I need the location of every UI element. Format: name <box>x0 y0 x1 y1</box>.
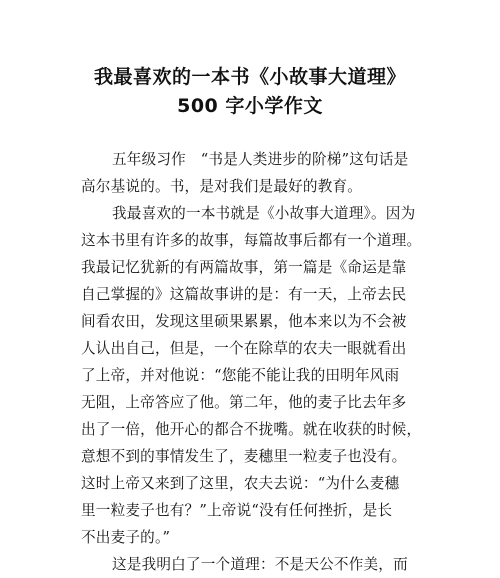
essay-line: 五年级习作 “书是人类进步的阶梯”这句话是 <box>112 151 409 168</box>
essay-line: 了上帝，并对他说：“您能不能让我的田明年风雨 <box>81 367 400 384</box>
essay-line: 我最喜欢的一本书就是《小故事大道理》。因为 <box>112 205 416 222</box>
essay-line: 这时上帝又来到了这里，农夫去说：“为什么麦穗 <box>81 475 400 492</box>
essay-line: 无阻，上帝答应了他。第二年，他的麦子比去年多 <box>81 394 407 411</box>
essay-line: 间看农田，发现这里硕果累累，他本来以为不会被 <box>81 313 407 330</box>
essay-line: 出了一倍，他开心的都合不拢嘴。就在收获的时候， <box>81 421 421 438</box>
essay-line: 这是我明白了一个道理：不是天公不作美，而 <box>112 556 408 573</box>
essay-line: 这本书里有许多的故事，每篇故事后都有一个道理。 <box>81 232 421 249</box>
document-subtitle: 500 字小学作文 <box>177 95 323 117</box>
essay-line: 不出麦子的。” <box>81 529 171 546</box>
essay-line: 里一粒麦子也有？”上帝说“没有任何挫折，是长 <box>81 502 393 519</box>
essay-line: 自己掌握的》这篇故事讲的是：有一天，上帝去民 <box>81 286 407 303</box>
essay-line: 我最记忆犹新的有两篇故事，第一篇是《命运是靠 <box>81 259 407 276</box>
essay-line: 高尔基说的。书，是对我们是最好的教育。 <box>81 178 363 195</box>
essay-body <box>81 146 421 578</box>
document-title: 我最喜欢的一本书《小故事大道理》 <box>93 66 406 88</box>
essay-line: 人认出自己，但是，一个在除草的农夫一眼就看出 <box>81 340 407 357</box>
essay-line: 意想不到的事情发生了，麦穗里一粒麦子也没有。 <box>81 448 407 465</box>
